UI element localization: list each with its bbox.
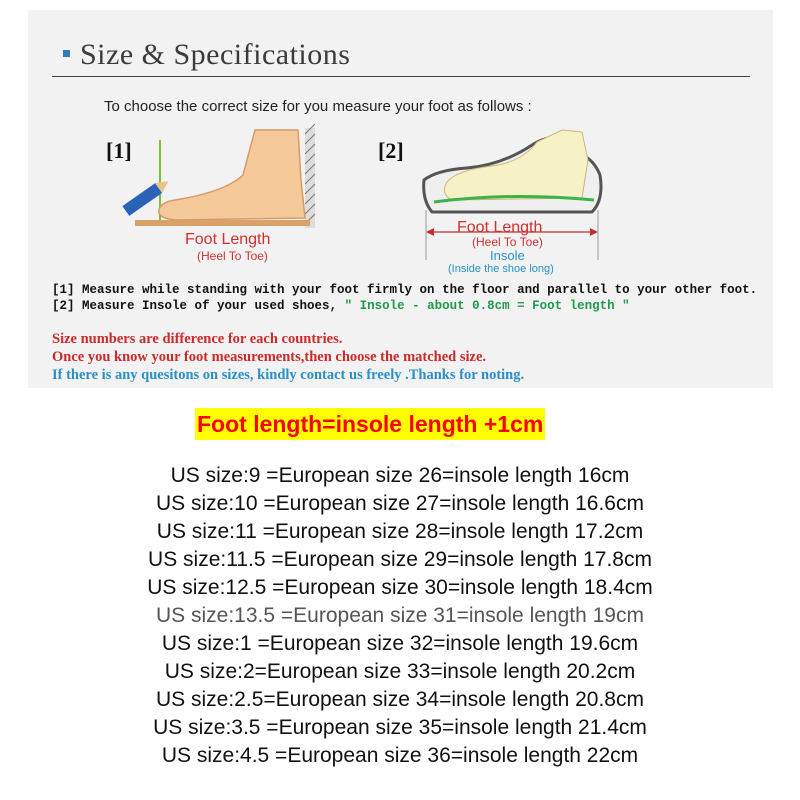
size-row: US size:12.5 =European size 30=insole length 18.4cm xyxy=(147,576,653,599)
size-row: US size:3.5 =European size 35=insole length 21.4cm xyxy=(153,716,647,739)
size-row: US size:13.5 =European size 31=insole length 19cm xyxy=(156,604,644,627)
foot-length-illustration xyxy=(115,120,330,270)
figure-2-subcaption: (Heel To Toe) xyxy=(472,235,543,249)
size-row: US size:11 =European size 28=insole length 17.2cm xyxy=(156,520,644,543)
header-divider xyxy=(52,76,750,77)
size-row: US size:1 =European size 32=insole length 19.6cm xyxy=(161,632,639,655)
size-row: US size:4.5 =European size 36=insole length 22cm xyxy=(161,744,639,767)
size-row: US size:2=European size 33=insole length 20.2cm xyxy=(164,660,636,683)
size-row: US size:11.5 =European size 29=insole length 17.8cm xyxy=(148,548,652,571)
note-2-text: [2] Measure Insole of your used shoes, xyxy=(52,299,345,313)
foot-length-banner: Foot length=insole length +1cm xyxy=(195,408,545,440)
size-list xyxy=(0,462,800,770)
remark-3: If there is any quesitons on sizes, kindly contact us freely .Thanks for noting. xyxy=(52,367,525,383)
insole-measure-illustration xyxy=(412,120,612,275)
note-2 xyxy=(52,299,630,313)
remark-2: Once you know your foot measurements,then choose the matched size. xyxy=(52,349,487,365)
figure-1-caption: Foot Length xyxy=(185,231,271,248)
bullet-square-icon xyxy=(63,50,70,57)
page-title: Size & Specifications xyxy=(80,38,351,71)
insole-sublabel: (Inside the shoe long) xyxy=(448,263,554,275)
figure-2-label: [2] xyxy=(378,138,404,163)
figure-1-label: [1] xyxy=(106,138,132,163)
figure-1-subcaption: (Heel To Toe) xyxy=(197,249,268,263)
remark-1: Size numbers are difference for each countries. xyxy=(52,331,343,347)
size-row: US size:9 =European size 26=insole length 16cm xyxy=(170,464,630,487)
size-row: US size:10 =European size 27=insole length 16.6cm xyxy=(156,492,644,515)
intro-text: To choose the correct size for you measure your foot as follows : xyxy=(104,98,532,115)
insole-label: Insole xyxy=(490,248,525,263)
note-2-highlight: " Insole - about 0.8cm = Foot length " xyxy=(344,299,630,313)
size-row: US size:2.5=European size 34=insole length 20.8cm xyxy=(156,688,644,711)
section-header xyxy=(63,38,350,72)
note-1: [1] Measure while standing with your foot firmly on the floor and parallel to your other foot. xyxy=(52,283,758,297)
figure-2-caption: Foot Length xyxy=(457,219,543,236)
